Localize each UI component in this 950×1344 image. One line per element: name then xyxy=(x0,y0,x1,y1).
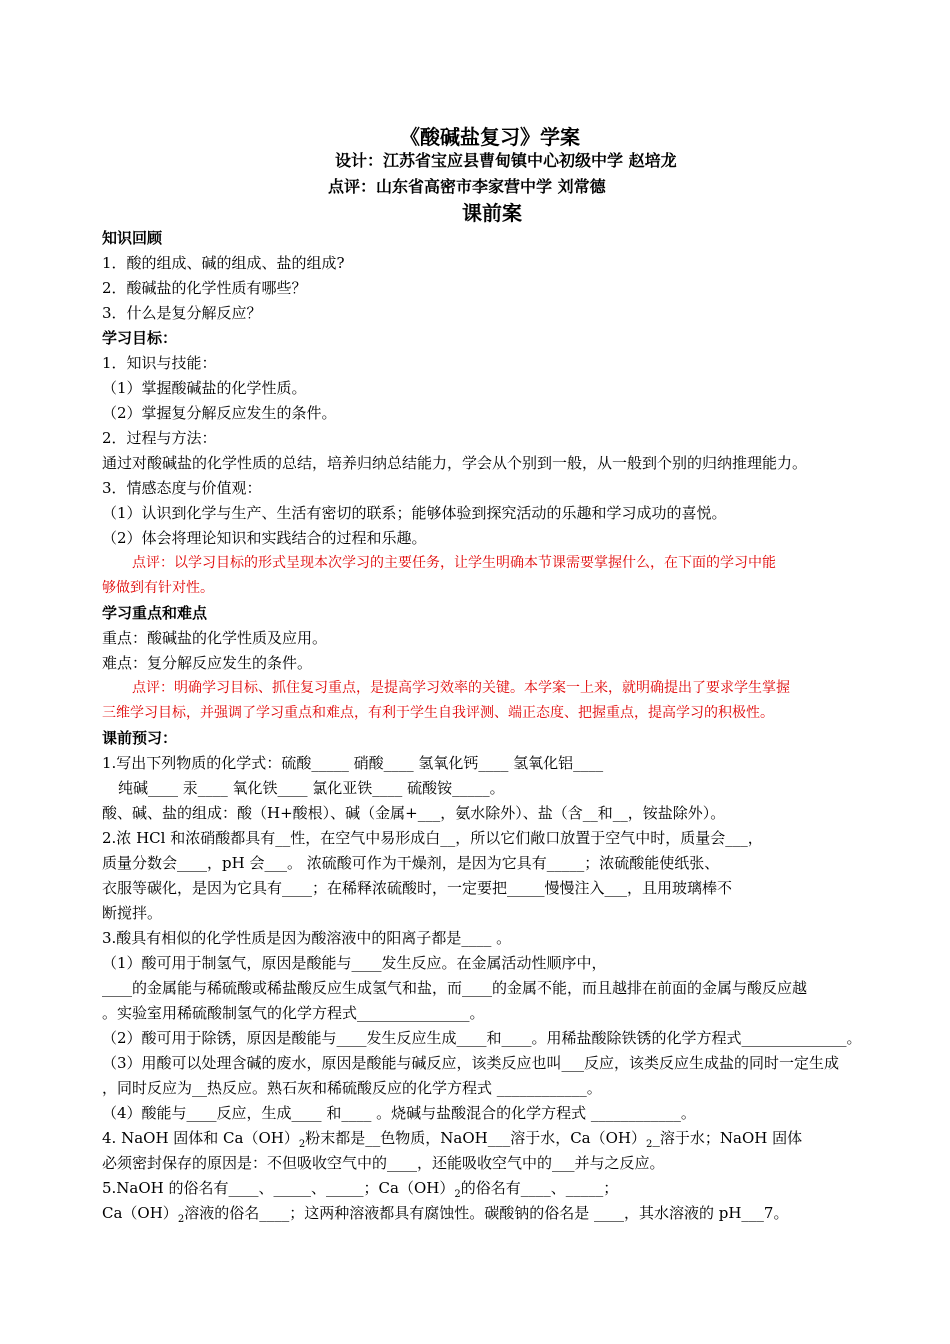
subscript: 2 xyxy=(177,1214,185,1225)
objective-line: 通过对酸碱盐的化学性质的总结，培养归纳总结能力，学会从个别到一般，从一般到个别的归纳推理能力。 xyxy=(102,454,808,472)
objective-line: （1）掌握酸碱盐的化学性质。 xyxy=(102,379,307,397)
objective-line: （1）认识到化学与生产、生活有密切的联系；能够体验到探究活动的乐趣和学习成功的喜悦。 xyxy=(102,504,727,522)
text-segment: 溶液的俗名____；这两种溶液都具有腐蚀性。碳酸钠的俗名是 ____，其水溶液的 pH___7。 xyxy=(184,1204,789,1222)
knowledge-item: 2．酸碱盐的化学性质有哪些？ xyxy=(102,279,307,297)
question-line: 3.酸具有相似的化学性质是因为酸溶液中的阳离子都是____ 。 xyxy=(102,929,512,947)
question-line: 必须密封保存的原因是：不但吸收空气中的____，还能吸收空气中的___并与之反应。 xyxy=(102,1154,665,1172)
objectives-heading: 学习目标： xyxy=(102,329,178,347)
knowledge-item: 1．酸的组成、碱的组成、盐的组成? xyxy=(102,254,345,272)
objectives-comment: 点评：以学习目标的形式呈现本次学习的主要任务，让学生明确本节课需要掌握什么，在下面的学习中能 xyxy=(132,555,776,571)
question-line: 1.写出下列物质的化学式：硫酸_____ 硝酸____ 氢氧化钙____ 氢氧化铝____ xyxy=(102,754,604,772)
question-line: 纯碱____ 汞____ 氧化铁____ 氯化亚铁____ 硫酸铵_____。 xyxy=(118,779,505,797)
subscript: 2 xyxy=(454,1189,461,1200)
text-segment: 5.NaOH 的俗名有____、_____、_____；Ca（OH） xyxy=(102,1179,455,1197)
objective-line: 3．情感态度与价值观： xyxy=(102,479,262,497)
document-title: 《酸碱盐复习》学案 xyxy=(400,125,580,149)
knowledge-item: 3．什么是复分解反应？ xyxy=(102,304,262,322)
key-points-comment: 三维学习目标，并强调了学习重点和难点，有利于学生自我评测、端正态度、把握重点，提高学习的积极性。 xyxy=(102,705,774,721)
objective-line: 1．知识与技能： xyxy=(102,354,217,372)
section-title: 课前案 xyxy=(462,201,522,225)
subscript: 2 xyxy=(298,1139,306,1150)
question-line xyxy=(102,1128,802,1155)
text-segment: _溶于水；NaOH 固体 xyxy=(652,1129,803,1147)
question-line xyxy=(102,1178,618,1205)
subscript: 2 xyxy=(646,1139,653,1150)
key-point-difficulty: 难点：复分解反应发生的条件。 xyxy=(102,654,313,672)
objective-line: （2）掌握复分解反应发生的条件。 xyxy=(102,404,337,422)
question-line: （2）酸可用于除锈，原因是酸能与____发生反应生成____和____。用稀盐酸除铁锈的化学方程式______________。 xyxy=(102,1029,862,1047)
reviewer-line: 点评：山东省高密市李家营中学 刘常德 xyxy=(328,177,606,196)
question-line: 断搅拌。 xyxy=(102,904,163,922)
designer-line: 设计：江苏省宝应县曹甸镇中心初级中学 赵培龙 xyxy=(335,151,677,170)
knowledge-review-heading: 知识回顾 xyxy=(102,229,163,247)
question-line: ____的金属能与稀硫酸或稀盐酸反应生成氢气和盐，而____的金属不能，而且越排在前面的金属与酸反应越 xyxy=(102,979,808,997)
objectives-comment: 够做到有针对性。 xyxy=(102,580,214,596)
text-segment: 4. NaOH 固体和 Ca（OH） xyxy=(102,1129,299,1147)
key-point-focus: 重点：酸碱盐的化学性质及应用。 xyxy=(102,629,328,647)
question-line: （3）用酸可以处理含碱的废水，原因是酸能与碱反应，该类反应也叫___反应，该类反应生成盐的同时一定生成 xyxy=(102,1054,840,1072)
text-segment: 粉末都是__色物质，NaOH___溶于水，Ca（OH） xyxy=(305,1129,646,1147)
preview-heading: 课前预习： xyxy=(102,729,178,747)
question-line: 。实验室用稀硫酸制氢气的化学方程式_______________。 xyxy=(102,1004,485,1022)
key-points-heading: 学习重点和难点 xyxy=(102,604,208,622)
question-line: 酸、碱、盐的组成：酸（H+酸根）、碱（金属+___，氨水除外）、盐（含__和__，铵盐除外）。 xyxy=(102,804,726,822)
key-points-comment: 点评：明确学习目标、抓住复习重点，是提高学习效率的关键。本学案一上来，就明确提出了要求学生掌握 xyxy=(132,680,790,696)
question-line: 2.浓 HCl 和浓硝酸都具有__性，在空气中易形成白__，所以它们敞口放置于空气中时，质量会___， xyxy=(102,829,763,847)
question-line: （4）酸能与____反应，生成____ 和____ 。烧碱与盐酸混合的化学方程式 ____________。 xyxy=(102,1104,696,1122)
objective-line: （2）体会将理论知识和实践结合的过程和乐趣。 xyxy=(102,529,427,547)
question-line xyxy=(102,1203,788,1230)
question-line: 质量分数会____，pH 会___。 浓硫酸可作为干燥剂，是因为它具有_____；浓硫酸能使纸张、 xyxy=(102,854,720,872)
question-line: （1）酸可用于制氢气，原因是酸能与____发生反应。在金属活动性顺序中， xyxy=(102,954,607,972)
text-segment: 的俗名有____、_____； xyxy=(460,1179,619,1197)
question-line: ，同时反应为__热反应。熟石灰和稀硫酸反应的化学方程式 ____________。 xyxy=(102,1079,602,1097)
text-segment: Ca（OH） xyxy=(102,1204,178,1222)
question-line: 衣服等碳化，是因为它具有____；在稀释浓硫酸时，一定要把_____慢慢注入___，且用玻璃棒不 xyxy=(102,879,733,897)
objective-line: 2．过程与方法： xyxy=(102,429,217,447)
